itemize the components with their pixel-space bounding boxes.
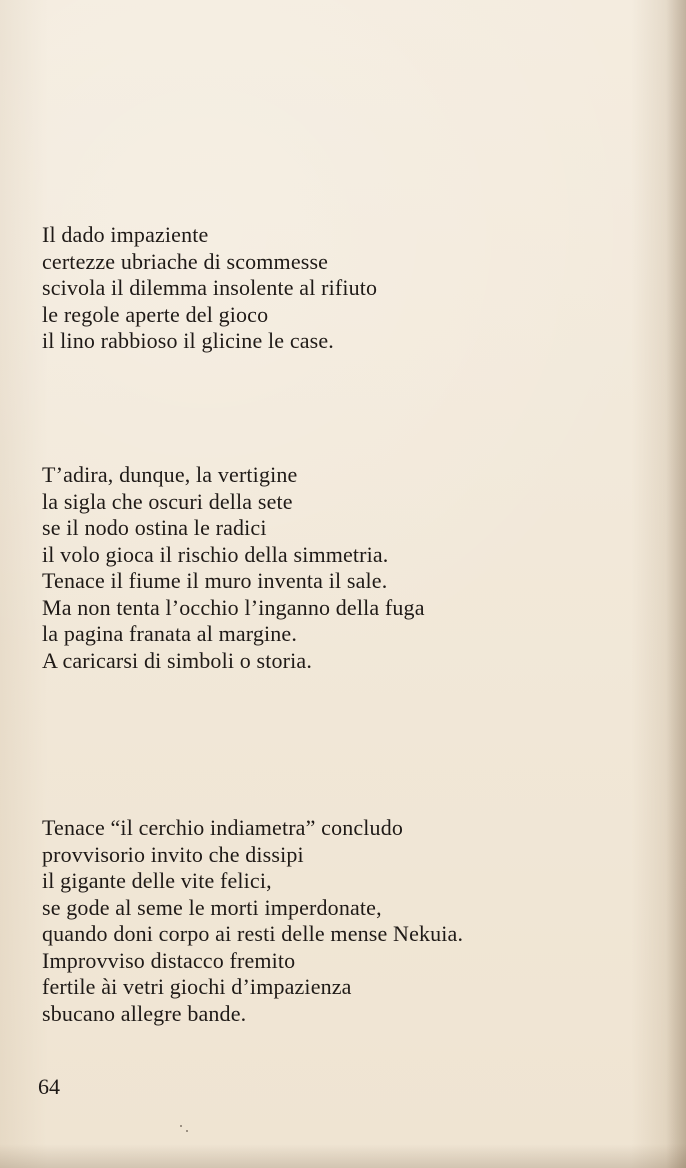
poem-line: se gode al seme le morti imperdonate,	[42, 894, 382, 920]
poem-line: Il dado impaziente	[42, 222, 209, 247]
poem-line: Improvviso distacco fremito	[42, 947, 296, 973]
poem-line: Tenace il fiume il muro inventa il sale.	[42, 568, 388, 593]
poem-line: sbucano allegre bande.	[42, 1000, 247, 1026]
page-number: 64	[38, 1074, 60, 1099]
poem-line: Tenace “il cerchio indiametra” concludo	[42, 815, 404, 840]
poem-line: provvisorio invito che dissipi	[42, 841, 304, 867]
poem-stanza-2	[42, 462, 425, 674]
poem-line: il gigante delle vite felici,	[42, 868, 272, 893]
poem-line: la sigla che oscuri della sete	[42, 488, 293, 514]
page-edge-shadow	[666, 0, 686, 1168]
poem-line: T’adira, dunque, la vertigine	[42, 462, 298, 487]
poem-line: scivola il dilemma insolente al rifiuto	[42, 275, 378, 300]
poem-line: il lino rabbioso il glicine le case.	[42, 328, 334, 353]
poem-line: la pagina franata al margine.	[42, 621, 297, 646]
poem-stanza-1	[42, 222, 377, 355]
poem-line: fertile ài vetri giochi d’impazienza	[42, 974, 352, 999]
poem-line: se il nodo ostina le radici	[42, 515, 267, 540]
poem-stanza-3	[42, 815, 463, 1027]
poem-line: le regole aperte del gioco	[42, 301, 269, 327]
poem-line: Ma non tenta l’occhio l’inganno della fuga	[42, 594, 425, 620]
poem-line: A caricarsi di simboli o storia.	[42, 647, 312, 673]
paper-speck	[180, 1125, 182, 1127]
poem-line: il volo gioca il rischio della simmetria.	[42, 541, 389, 567]
paper-speck	[186, 1130, 188, 1132]
page-bottom-shadow	[0, 1144, 686, 1168]
poem-line: quando doni corpo ai resti delle mense Nekuia.	[42, 921, 464, 946]
poem-line: certezze ubriache di scommesse	[42, 248, 329, 274]
